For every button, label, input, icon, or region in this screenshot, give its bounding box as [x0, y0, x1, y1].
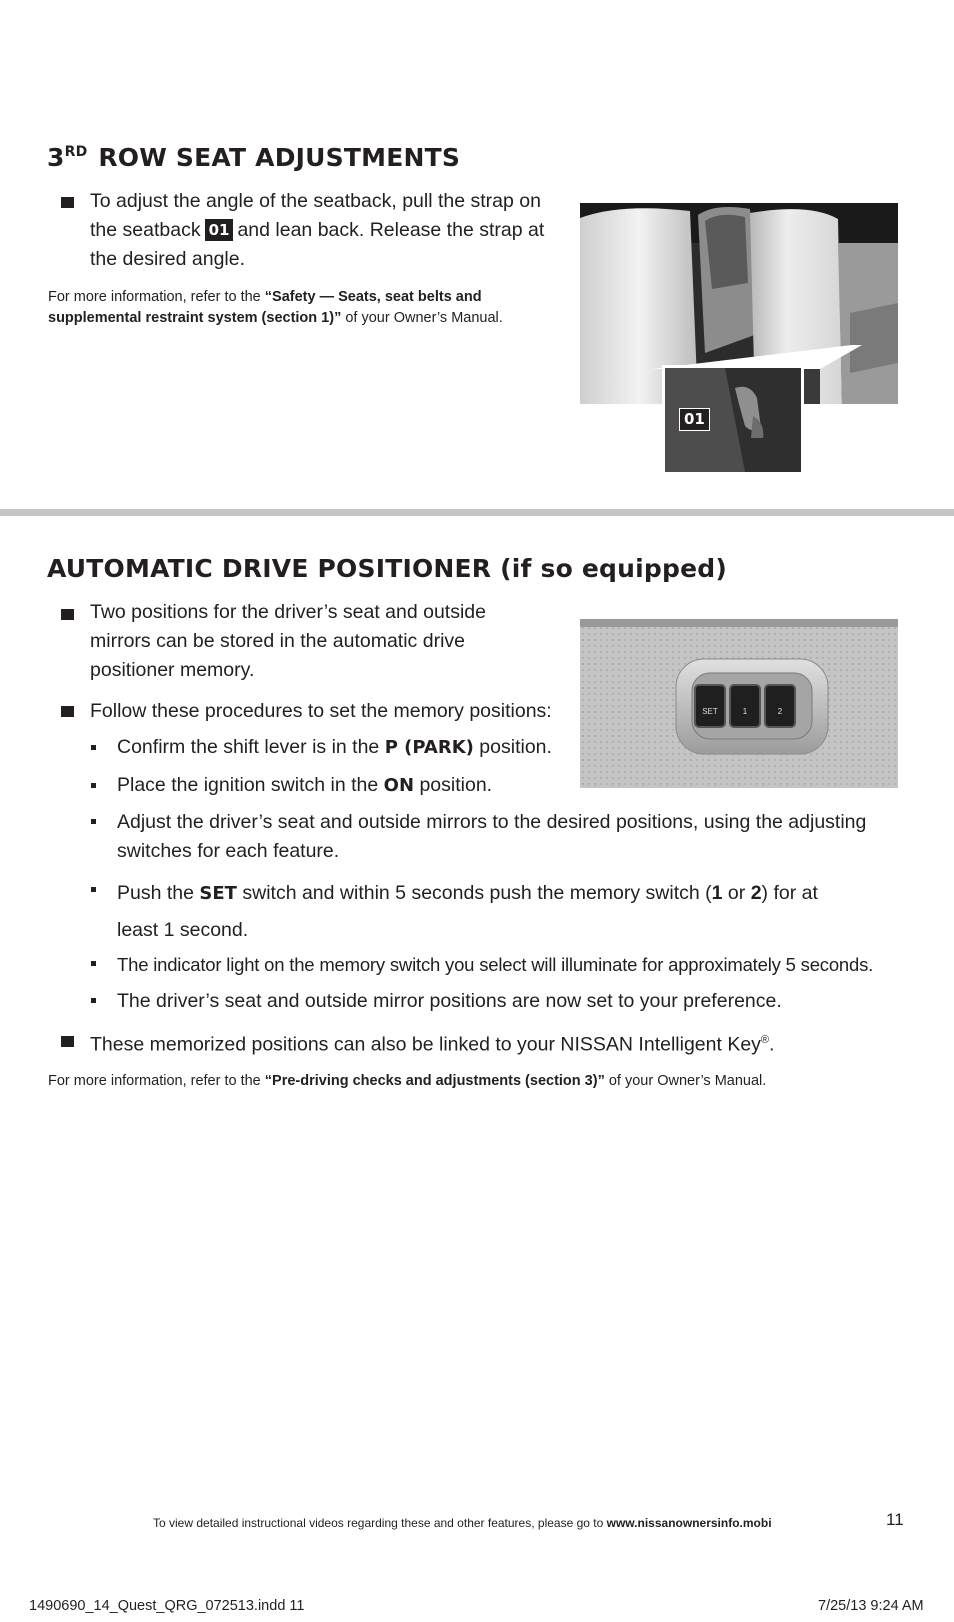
procedure-intro: Follow these procedures to set the memory positions: — [90, 700, 552, 722]
sub-bullet — [91, 961, 96, 966]
bullet-square — [61, 706, 74, 717]
owners-info-link[interactable]: www.nissanownersinfo.mobi — [606, 1516, 772, 1530]
sub-bullet — [91, 819, 96, 824]
sub-bullet — [91, 745, 96, 750]
step-adjust: Adjust the driver’s seat and outside mirrors to the desired positions, using the adjusting switches for each feature. — [117, 811, 867, 862]
memory-switch-photo — [580, 619, 898, 788]
step-preference-set: The driver’s seat and outside mirror positions are now set to your preference. — [117, 990, 782, 1012]
memory-button-1 — [729, 684, 761, 728]
page-number: 11 — [886, 1510, 904, 1529]
section-heading-3rd-row: 3RD ROW SEAT ADJUSTMENTS — [47, 143, 461, 172]
print-slug-date: 7/25/13 9:24 AM — [818, 1598, 924, 1614]
positioner-memory-text: Two positions for the driver’s seat and outside mirrors can be stored in the automatic drive positioner memory. — [90, 601, 486, 681]
step-set-switch: Push the SET switch and within 5 seconds push the memory switch (1 or 2) for at least 1 second. — [117, 882, 818, 941]
step-indicator-light: The indicator light on the memory switch you select will illuminate for approximately 5 seconds. — [117, 954, 874, 975]
video-link-note: To view detailed instructional videos regarding these and other features, please go to www.nissanownersinfo.mobi — [153, 1516, 772, 1530]
print-slug-file: 1490690_14_Quest_QRG_072513.indd 11 — [29, 1598, 305, 1614]
section-divider — [0, 509, 954, 516]
memory-button-2 — [764, 684, 796, 728]
memory-button-2-label: 2 — [777, 707, 783, 716]
seatback-instruction: To adjust the angle of the seatback, pull the strap on the seatback 01 and lean back. Release the strap at the desired angle. — [90, 190, 545, 270]
bullet-square — [61, 1036, 74, 1047]
strap-detail-inset — [662, 365, 804, 475]
intelligent-key-link: These memorized positions can also be linked to your NISSAN Intelligent Key®. — [90, 1033, 775, 1056]
section-heading-drive-positioner: AUTOMATIC DRIVE POSITIONER (if so equipped) — [47, 554, 727, 583]
memory-button-1-label: 1 — [742, 707, 748, 716]
bullet-square — [61, 609, 74, 620]
sub-bullet — [91, 887, 96, 892]
set-button — [694, 684, 726, 728]
manual-reference-1: For more information, refer to the “Safety — Seats, seat belts and supplemental restraint system (section 1)” of your Owner’s Manual. — [48, 289, 503, 326]
manual-reference-2: For more information, refer to the “Pre-driving checks and adjustments (section 3)” of your Owner’s Manual. — [48, 1073, 767, 1089]
bullet-square — [61, 197, 74, 208]
step-park: Confirm the shift lever is in the P (PARK) position. — [117, 736, 552, 758]
inset-callout-01: 01 — [679, 408, 710, 431]
set-button-label: SET — [702, 707, 718, 716]
callout-chip: 01 — [205, 219, 234, 241]
sub-bullet — [91, 783, 96, 788]
sub-bullet — [91, 998, 96, 1003]
step-ignition: Place the ignition switch in the ON position. — [117, 774, 493, 796]
